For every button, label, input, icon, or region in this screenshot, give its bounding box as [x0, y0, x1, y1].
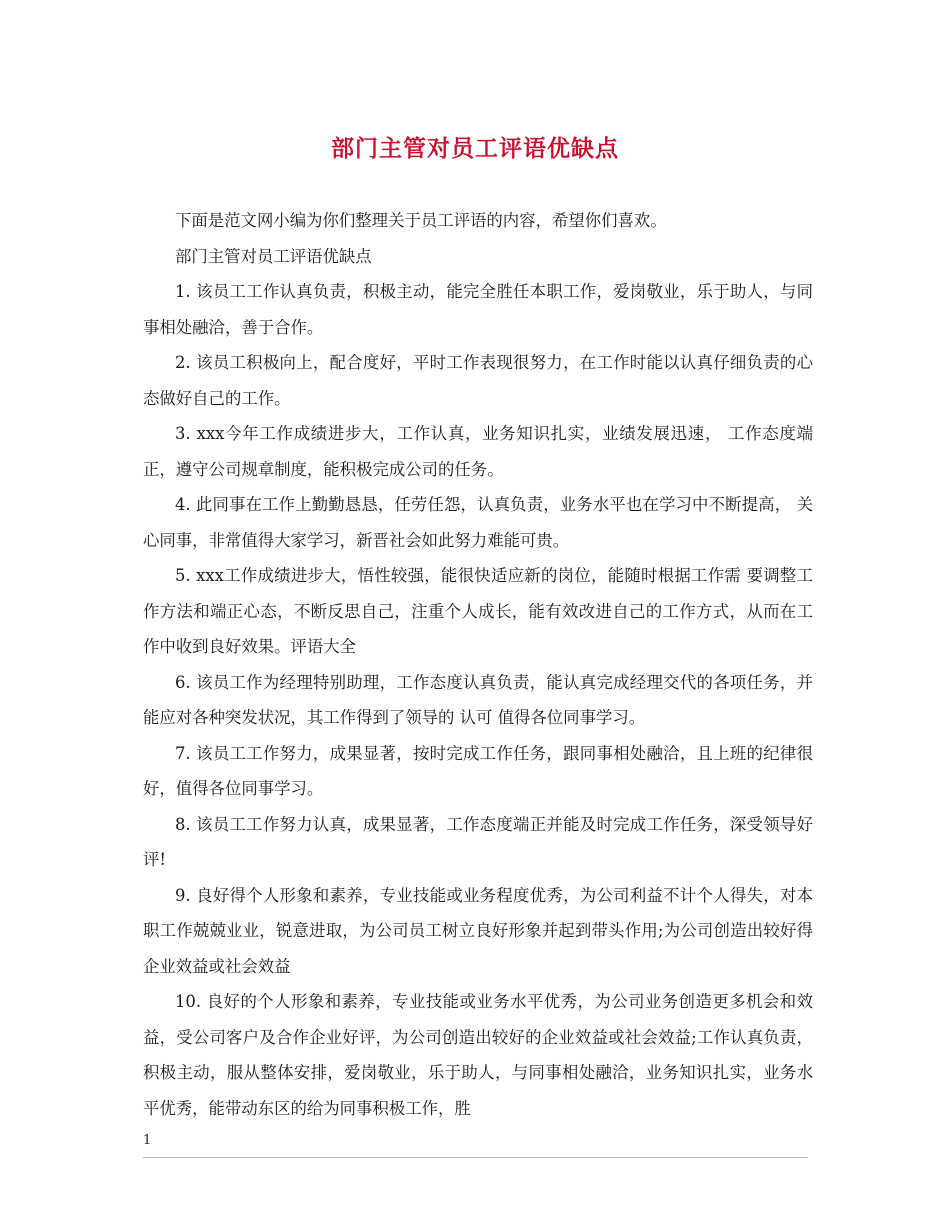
paragraph-item-9: 9. 良好得个人形象和素养，专业技能或业务程度优秀，为公司利益不计个人得失，对本职工作兢兢业业，锐意进取，为公司员工树立良好形象并起到带头作用;为公司创造出较好得企业效益或社会效益: [143, 885, 813, 976]
paragraph-item-5: 5. xxx工作成绩进步大，悟性较强，能很快适应新的岗位，能随时根据工作需 要调整工作方法和端正心态，不断反思自己，注重个人成长，能有效改进自己的工作方式，从而在工作中收到良好效果。评语大全: [143, 566, 813, 656]
paragraph-item-2: 2. 该员工积极向上，配合度好，平时工作表现很努力，在工作时能以认真仔细负责的心态做好自己的工作。: [143, 353, 813, 408]
page-number: 1: [143, 1133, 152, 1148]
paragraph-subtitle: 部门主管对员工评语优缺点: [175, 246, 372, 266]
document-title: 部门主管对员工评语优缺点: [331, 136, 619, 162]
paragraph-item-3: 3. xxx今年工作成绩进步大，工作认真，业务知识扎实，业绩发展迅速， 工作态度端正，遵守公司规章制度，能积极完成公司的任务。: [143, 424, 813, 479]
paragraph-item-10: 10. 良好的个人形象和素养，专业技能或业务水平优秀，为公司业务创造更多机会和效益，受公司客户及合作企业好评，为公司创造出较好的企业效益或社会效益;工作认真负责，积极主动，服从整体安排，爱岗敬业，乐于助人，与同事相处融洽，业务知识扎实，业务水平优秀，能带动东区的给为同事积极工作，胜: [143, 992, 813, 1118]
footer-divider: [143, 1157, 808, 1158]
paragraph-item-4: 4. 此同事在工作上勤勤恳恳，任劳任怨，认真负责，业务水平也在学习中不断提高， 关心同事，非常值得大家学习，新晋社会如此努力难能可贵。: [143, 495, 813, 550]
paragraph-item-7: 7. 该员工工作努力，成果显著，按时完成工作任务，跟同事相处融洽，且上班的纪律很好，值得各位同事学习。: [143, 743, 813, 798]
document-body: [143, 203, 813, 1126]
paragraph-item-8: 8. 该员工工作努力认真，成果显著，工作态度端正并能及时完成工作任务，深受领导好评!: [143, 814, 813, 869]
paragraph-item-6: 6. 该员工作为经理特别助理，工作态度认真负责，能认真完成经理交代的各项任务，并能应对各种突发状况，其工作得到了领导的 认可 值得各位同事学习。: [143, 672, 813, 727]
paragraph-item-1: 1. 该员工工作认真负责，积极主动，能完全胜任本职工作，爱岗敬业，乐于助人，与同事相处融洽，善于合作。: [143, 282, 813, 337]
paragraph-intro: 下面是范文网小编为你们整理关于员工评语的内容，希望你们喜欢。: [175, 211, 667, 230]
